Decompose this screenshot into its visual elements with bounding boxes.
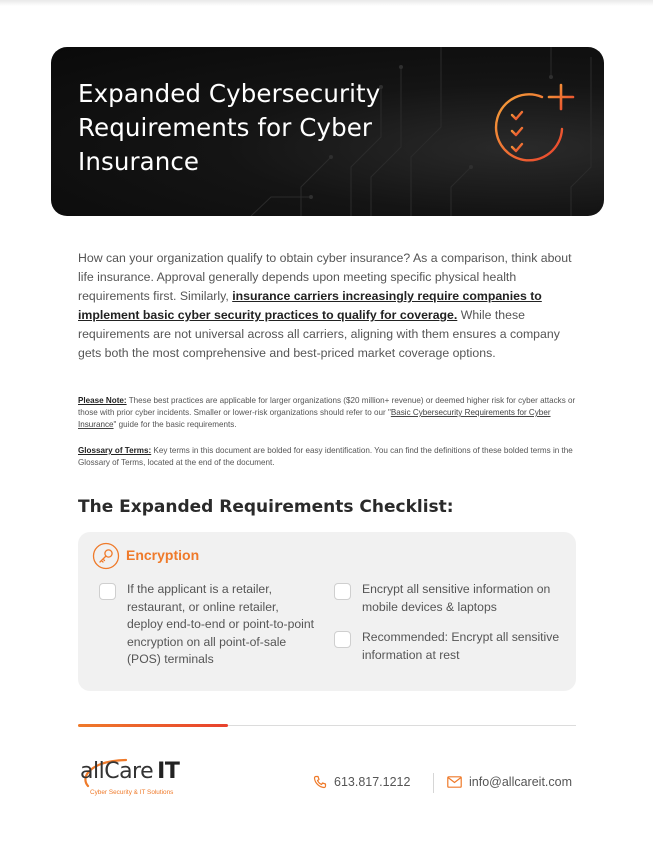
logo-tagline: Cyber Security & IT Solutions — [90, 789, 174, 796]
top-edge — [0, 0, 653, 6]
please-note-text-end: " guide for the basic requirements. — [113, 420, 237, 429]
checklist-heading: The Expanded Requirements Checklist: — [78, 497, 454, 517]
page-title: Expanded Cybersecurity Requirements for Cyber Insurance — [78, 79, 381, 176]
phone-number: 613.817.1212 — [334, 775, 411, 789]
checkbox[interactable] — [334, 583, 351, 600]
intro-text-continued: While these requirements are not universal across all carriers, aligning with them ensures a company gets both the most comprehensive and best-priced market coverage options. — [78, 308, 560, 361]
intro-bold-key-point: insurance carriers increasingly require companies to implement basic cyber security practices to qualify for coverage. — [78, 289, 542, 323]
checkbox[interactable] — [334, 631, 351, 648]
basic-requirements-guide-link[interactable]: Basic Cybersecurity Requirements for Cyber Insurance — [78, 408, 551, 429]
checklist-item-text: Recommended: Encrypt all sensitive information at rest — [362, 630, 560, 662]
please-note — [78, 395, 578, 431]
contact-separator — [433, 773, 434, 793]
logo-it-text: IT — [157, 759, 180, 784]
please-note-text: These best practices are applicable for larger organizations ($20 million+ revenue) or deemed higher risk for cyber attacks or those with prior cyber incidents. Smaller or lower-risk organizations should refer to our " — [78, 396, 576, 417]
checklist-item-text: Encrypt all sensitive information on mobile devices & laptops — [362, 582, 551, 614]
intro-text: How can your organization qualify to obtain cyber insurance? As a comparison, think about life insurance. Approval generally depends upon meeting specific physical health requirements first. Similarly, — [78, 251, 572, 304]
glossary-text: Key terms in this document are bolded for easy identification. You can find the definitions of these bolded terms in the Glossary of Terms, located at the end of the document. — [78, 446, 573, 467]
footer-email[interactable] — [447, 775, 572, 789]
checkbox[interactable] — [99, 583, 116, 600]
please-note-label: Please Note: — [78, 396, 127, 405]
allcare-it-logo — [78, 755, 208, 801]
logo-allcare-text: allCare — [80, 759, 154, 784]
email-address: info@allcareit.com — [469, 775, 573, 789]
footer-divider-accent — [78, 724, 228, 727]
footer-phone[interactable] — [313, 775, 410, 789]
mail-icon — [447, 776, 462, 788]
phone-icon — [313, 775, 327, 789]
intro-paragraph — [78, 249, 578, 364]
logo-wordmark — [80, 759, 179, 784]
hero-banner — [51, 47, 604, 216]
encryption-checklist-card — [78, 532, 576, 691]
checklist-item-text: If the applicant is a retailer, restaurant, or online retailer, deploy end-to-end or point-to-point encryption on all point-of-sale (POS) terminals — [127, 582, 314, 666]
key-icon — [92, 542, 120, 570]
glossary-note — [78, 445, 578, 469]
glossary-label: Glossary of Terms: — [78, 446, 152, 455]
checklist-icon — [484, 77, 584, 177]
category-encryption-label: Encryption — [126, 547, 200, 563]
